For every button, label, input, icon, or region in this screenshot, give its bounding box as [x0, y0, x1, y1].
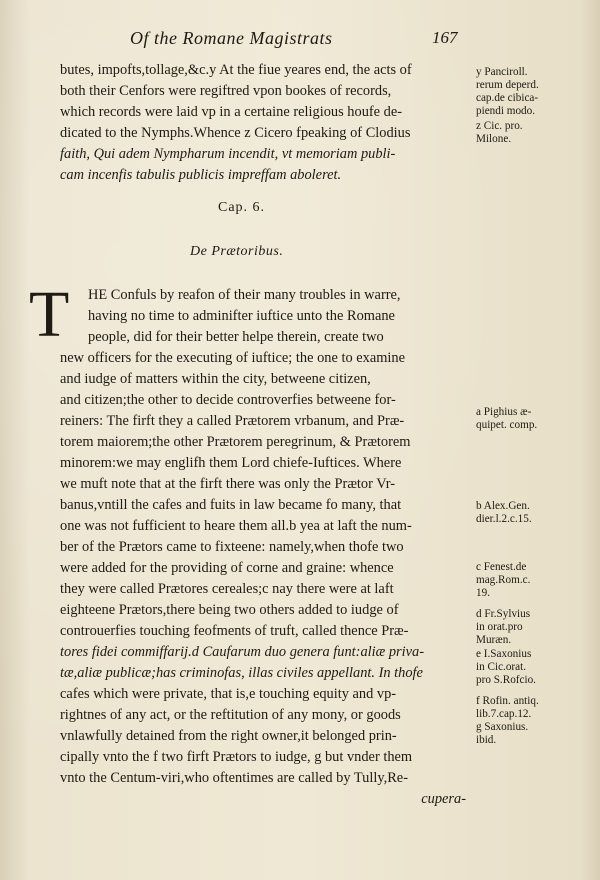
- margin-note: c Fenest.de: [476, 561, 527, 573]
- text-line: cam incenfis tabulis publicis impreffam aboleret.: [60, 167, 342, 183]
- margin-note: dier.l.2.c.15.: [476, 513, 532, 525]
- text-line: tores fidei commiffarij.d Caufarum duo genera funt:aliæ priva-: [60, 644, 425, 660]
- margin-notes: [476, 66, 596, 866]
- text-line: vnlawfully detained from the right owner,it belonged prin-: [60, 728, 397, 744]
- margin-note: b Alex.Gen.: [476, 500, 530, 512]
- text-line: reiners: The firft they a called Prætorem vrbanum, and Præ-: [60, 413, 405, 429]
- running-title: Of the Romane Magistrats: [130, 28, 333, 48]
- text-line: both their Cenfors were regiftred vpon bookes of records,: [60, 83, 392, 99]
- text-line: butes, impofts,tollage,&c.y At the fiue yeares end, the acts of: [60, 62, 412, 78]
- margin-note: quipet. comp.: [476, 419, 538, 431]
- text-line: controuerfies touching feofments of truft, called thence Præ-: [60, 623, 409, 639]
- page-number: 167: [432, 28, 458, 47]
- margin-note: e I.Saxonius: [476, 648, 532, 660]
- text-line: having no time to adminifter iuftice unto the Romane: [88, 308, 395, 324]
- main-paragraph: [60, 285, 472, 810]
- margin-note: f Rofin. antiq.: [476, 695, 539, 707]
- text-line: we muft note that at the firft there was only the Prætor Vr-: [60, 476, 396, 492]
- text-line: HE Confuls by reafon of their many troubles in warre,: [88, 287, 401, 303]
- text-line: new officers for the executing of iuftice; the one to examine: [60, 350, 405, 366]
- drop-cap: T: [29, 278, 70, 351]
- text-line: cipally vnto the f two firft Prætors to iudge, g but vnder them: [60, 749, 413, 765]
- margin-note: d Fr.Sylvius: [476, 608, 531, 620]
- text-line: torem maiorem;the other Prætorem peregrinum, & Prætorem: [60, 434, 411, 450]
- text-line: one was not fufficient to heare them all.b yea at laft the num-: [60, 518, 412, 534]
- text-line: banus,vntill the cafes and fuits in law became fo many, that: [60, 497, 402, 513]
- chapter-label: Cap. 6.: [218, 200, 266, 215]
- margin-note: lib.7.cap.12.: [476, 708, 532, 720]
- text-line: cafes which were private, that is,e touching equity and vp-: [60, 686, 397, 702]
- text-line: eighteene Prætors,there being two others added to iudge of: [60, 602, 399, 618]
- text-line: tæ,aliæ publicæ;has criminofas, illas civiles appellant. In thofe: [60, 665, 423, 681]
- top-paragraph: [60, 60, 472, 186]
- text-line: dicated to the Nymphs.Whence z Cicero fpeaking of Clodius: [60, 125, 411, 141]
- text-line: vnto the Centum-viri,who oftentimes are called by Tully,Re-: [60, 770, 408, 786]
- margin-note: cap.de cibica-: [476, 92, 539, 104]
- margin-note: in Cic.orat.: [476, 661, 527, 673]
- margin-note: rerum deperd.: [476, 79, 539, 91]
- text-line: were added for the providing of corne and graine: whence: [60, 560, 394, 576]
- margin-note: 19.: [476, 587, 490, 599]
- margin-note: Muræn.: [476, 634, 512, 646]
- running-head: [0, 22, 600, 52]
- text-line: which records were laid vp in a certaine religious houfe de-: [60, 104, 403, 120]
- margin-note: y Panciroll.: [476, 66, 528, 78]
- margin-note: piendi modo.: [476, 105, 536, 117]
- text-line: people, did for their better helpe therein, create two: [88, 329, 384, 345]
- margin-note: Milone.: [476, 133, 512, 145]
- margin-note: pro S.Rofcio.: [476, 674, 536, 686]
- margin-note: ibid.: [476, 734, 497, 746]
- text-line: and iudge of matters within the city, betweene citizen,: [60, 371, 371, 387]
- text-line: faith, Qui adem Nympharum incendit, vt memoriam publi-: [60, 146, 396, 162]
- margin-note: mag.Rom.c.: [476, 574, 531, 586]
- margin-note: z Cic. pro.: [476, 120, 523, 132]
- margin-note: a Pighius æ-: [476, 406, 532, 418]
- catchword: cupera-: [421, 791, 466, 807]
- text-line: minorem:we may englifh them Lord chiefe-Iuftices. Where: [60, 455, 402, 471]
- chapter-title: De Prætoribus.: [190, 244, 284, 259]
- margin-note: g Saxonius.: [476, 721, 529, 733]
- text-line: ber of the Prætors came to fixteene: namely,when thofe two: [60, 539, 404, 555]
- margin-note: in orat.pro: [476, 621, 523, 633]
- text-line: and citizen;the other to decide controverfies betweene for-: [60, 392, 396, 408]
- text-line: they were called Prætores cereales;c nay there were at laft: [60, 581, 394, 597]
- text-line: rightnes of any act, or the reftitution of any mony, or goods: [60, 707, 401, 723]
